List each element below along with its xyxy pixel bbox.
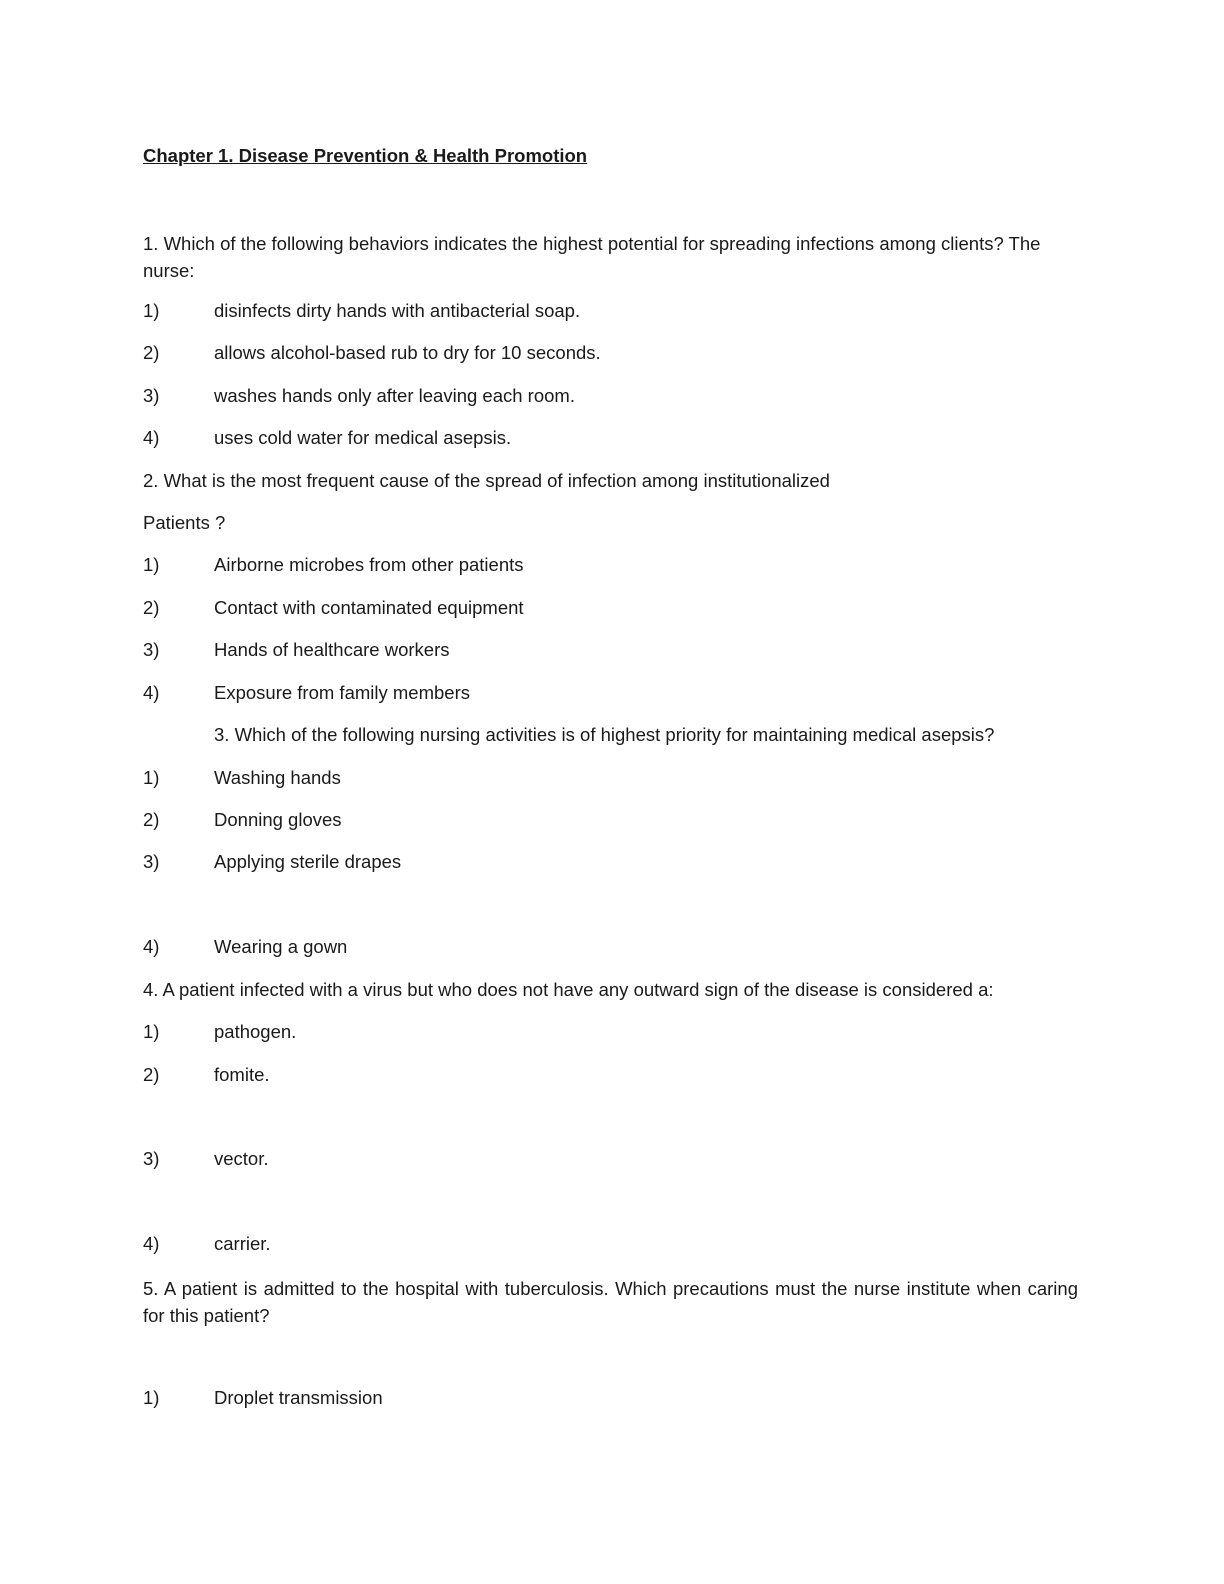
q3-option-4-number: 4)	[143, 936, 160, 957]
q3-option-2-text: Donning gloves	[214, 809, 342, 830]
q3-option-4-text: Wearing a gown	[214, 936, 348, 957]
q5-option-1-text: Droplet transmission	[214, 1387, 383, 1408]
q4-option-2-number: 2)	[143, 1064, 160, 1085]
q3-option-1-text: Washing hands	[214, 767, 341, 788]
q1-option-1-text: disinfects dirty hands with antibacterial soap.	[214, 300, 581, 321]
q2-option-2-text: Contact with contaminated equipment	[214, 597, 524, 618]
question-5-text: 5. A patient is admitted to the hospital with tuberculosis. Which precautions must the nurse institute when caring for this patient?	[143, 1278, 1078, 1326]
q4-option-1-text: pathogen.	[214, 1021, 297, 1042]
question-4-text: 4. A patient infected with a virus but who does not have any outward sign of the disease is considered a:	[143, 979, 994, 1000]
q4-option-2-text: fomite.	[214, 1064, 270, 1085]
question-1-text: 1. Which of the following behaviors indicates the highest potential for spreading infections among clients? The nurse:	[143, 233, 1041, 281]
q1-option-3-number: 3)	[143, 385, 160, 406]
question-2-text-line-1: 2. What is the most frequent cause of the spread of infection among institutionalized	[143, 470, 830, 491]
q3-option-3-number: 3)	[143, 851, 160, 872]
q3-option-3-text: Applying sterile drapes	[214, 851, 402, 872]
q3-option-1-number: 1)	[143, 767, 160, 788]
q2-option-3-number: 3)	[143, 639, 160, 660]
q1-option-3-text: washes hands only after leaving each room.	[214, 385, 575, 406]
chapter-title: Chapter 1. Disease Prevention & Health Promotion	[143, 145, 588, 166]
q4-option-3-text: vector.	[214, 1148, 269, 1169]
q1-option-2-text: allows alcohol-based rub to dry for 10 seconds.	[214, 342, 601, 363]
q4-option-4-text: carrier.	[214, 1233, 271, 1254]
q4-option-1-number: 1)	[143, 1021, 160, 1042]
q2-option-3-text: Hands of healthcare workers	[214, 639, 450, 660]
q1-option-2-number: 2)	[143, 342, 160, 363]
q5-option-1-number: 1)	[143, 1387, 160, 1408]
q2-option-1-text: Airborne microbes from other patients	[214, 554, 524, 575]
q1-option-4-number: 4)	[143, 427, 160, 448]
q2-option-2-number: 2)	[143, 597, 160, 618]
q1-option-4-text: uses cold water for medical asepsis.	[214, 427, 512, 448]
q1-option-1-number: 1)	[143, 300, 160, 321]
question-3-text: 3. Which of the following nursing activities is of highest priority for maintaining medical asepsis?	[214, 724, 995, 745]
question-2-text-line-2: Patients ?	[143, 512, 226, 533]
q2-option-4-text: Exposure from family members	[214, 682, 470, 703]
q3-option-2-number: 2)	[143, 809, 160, 830]
q2-option-1-number: 1)	[143, 554, 160, 575]
q4-option-3-number: 3)	[143, 1148, 160, 1169]
q4-option-4-number: 4)	[143, 1233, 160, 1254]
q2-option-4-number: 4)	[143, 682, 160, 703]
